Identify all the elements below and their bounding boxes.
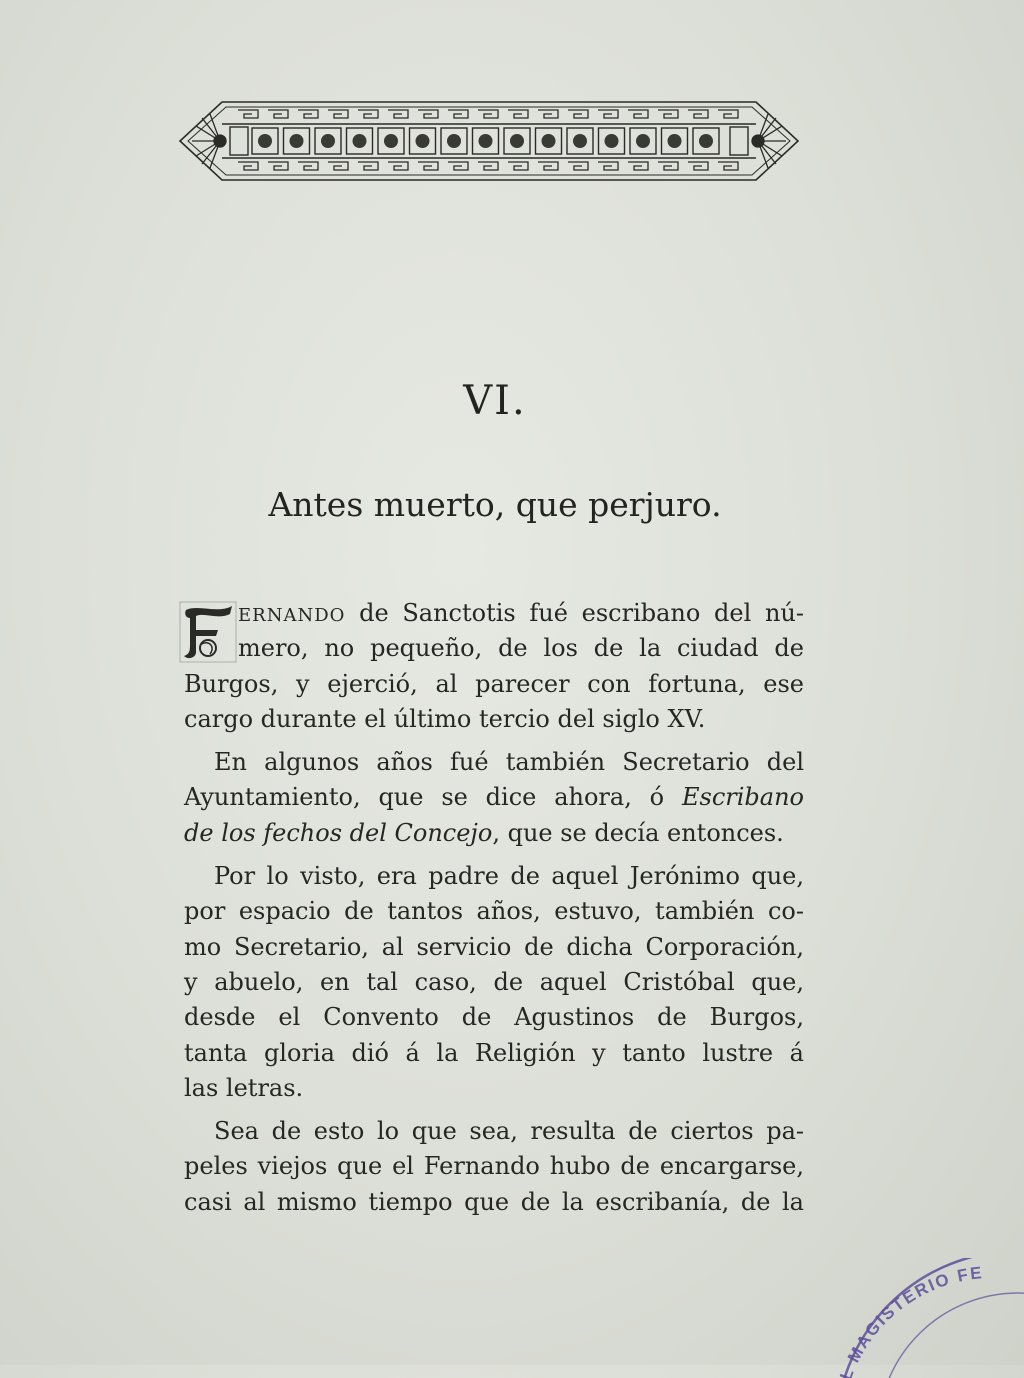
ornament-meander [268, 162, 288, 170]
ornament-meander [238, 110, 258, 118]
text-line: casi al mismo tiempo que de la escribanía, de la [184, 1187, 804, 1216]
chapter-title: Antes muerto, que perjuro. [268, 485, 722, 524]
ornament-meander [688, 110, 708, 118]
dropcap-continuation: ERNANDO [238, 605, 346, 626]
ornament-meander [448, 162, 468, 170]
ornament-dot [542, 134, 556, 148]
paragraph-2 [184, 745, 804, 851]
ornament-dot [384, 134, 398, 148]
ornament-dot [447, 134, 461, 148]
ornament-meander [388, 162, 408, 170]
ornament-meander [478, 110, 498, 118]
ornament-dot [416, 134, 430, 148]
ornament-meander [478, 162, 498, 170]
ornament-meander [418, 110, 438, 118]
stamp-text: L MAGISTERIO FE [836, 1263, 985, 1378]
ornament-dot [479, 134, 493, 148]
text-line: ERNANDO de Sanctotis fué escribano del nú- [238, 599, 804, 627]
ornament-dot [605, 134, 619, 148]
ornament-meander [628, 110, 648, 118]
ornament-dot [353, 134, 367, 148]
ornament-dot [699, 134, 713, 148]
paragraph-3 [184, 859, 804, 1106]
text-line: y abuelo, en tal caso, de aquel Cristóbal que, [184, 967, 804, 996]
ornament-meander [328, 110, 348, 118]
text-line: Burgos, y ejerció, al parecer con fortuna, ese [184, 669, 804, 698]
ornament-meander [568, 162, 588, 170]
ornament-meander [508, 110, 528, 118]
ornament-dot [258, 134, 272, 148]
italic-term: Escribano [681, 783, 804, 812]
ornament-meander [418, 162, 438, 170]
ornament-meander [298, 110, 318, 118]
text-line: por espacio de tantos años, estuvo, también co- [184, 897, 804, 926]
ornament-meander [598, 110, 618, 118]
library-stamp [818, 1258, 1024, 1378]
decorative-header-ornament [178, 98, 800, 184]
text-line: mero, no pequeño, de los de la ciudad de [238, 634, 804, 663]
decorated-initial-f [178, 600, 238, 664]
paragraph-1 [184, 596, 804, 737]
ornament-meander [658, 162, 678, 170]
paragraph-4 [184, 1114, 804, 1220]
ornament-meander [358, 110, 378, 118]
ornament-meander [598, 162, 618, 170]
ornament-meander [238, 162, 258, 170]
ornament-meander [658, 110, 678, 118]
text-line: las letras. [184, 1073, 304, 1102]
ornament-meander [328, 162, 348, 170]
text-line: de los fechos del Concejo, que se decía entonces. [184, 818, 784, 847]
text-line: Ayuntamiento, que se dice ahora, ó Escribano [184, 783, 804, 812]
text-line: cargo durante el último tercio del siglo XV. [184, 704, 706, 733]
ornament-meander [268, 110, 288, 118]
text-line: En algunos años fué también Secretario del [214, 748, 804, 777]
ornament-dot [321, 134, 335, 148]
ornament-meander [538, 110, 558, 118]
ornament-meander [448, 110, 468, 118]
ornament-meander [568, 110, 588, 118]
ornament-meander [628, 162, 648, 170]
body-text [184, 596, 804, 1220]
text-line: Sea de esto lo que sea, resulta de ciertos pa- [214, 1117, 804, 1146]
ornament-meander [718, 162, 738, 170]
text-line: tanta gloria dió á la Religión y tanto lustre á [184, 1038, 804, 1067]
italic-term: de los fechos del Concejo [184, 818, 493, 847]
ornament-meander [508, 162, 528, 170]
ornament-meander [718, 110, 738, 118]
text-line: peles viejos que el Fernando hubo de encargarse, [184, 1152, 804, 1181]
chapter-number: VI. [463, 378, 527, 424]
text-line: mo Secretario, al servicio de dicha Corporación, [184, 932, 804, 961]
ornament-meander [358, 162, 378, 170]
text-line: Por lo visto, era padre de aquel Jerónimo que, [214, 862, 804, 891]
ornament-meander [538, 162, 558, 170]
ornament-dot [636, 134, 650, 148]
ornament-meander [388, 110, 408, 118]
ornament-dot [510, 134, 524, 148]
text-line: desde el Convento de Agustinos de Burgos, [184, 1003, 804, 1032]
ornament-meander [688, 162, 708, 170]
ornament-dot [573, 134, 587, 148]
ornament-dot [290, 134, 304, 148]
ornament-dot [668, 134, 682, 148]
ornament-meander [298, 162, 318, 170]
